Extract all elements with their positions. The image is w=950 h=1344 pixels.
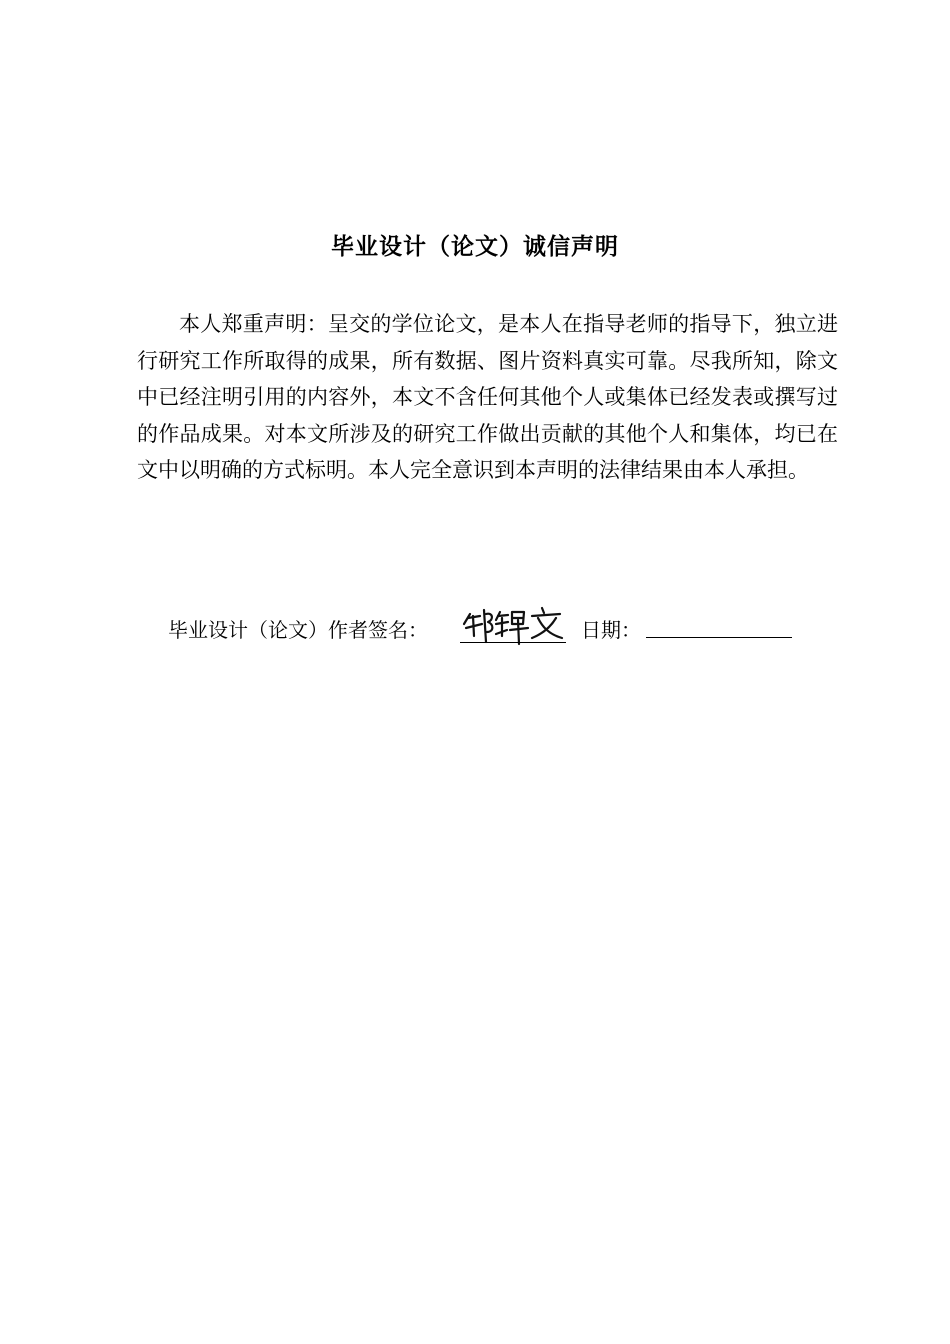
date-label: 日期： xyxy=(581,618,641,642)
signature-underline xyxy=(460,642,566,643)
signature-field[interactable] xyxy=(460,606,566,646)
signature-label: 毕业设计（论文）作者签名： xyxy=(168,618,428,642)
date-field[interactable] xyxy=(646,637,792,638)
declaration-body: 本人郑重声明：呈交的学位论文，是本人在指导老师的指导下，独立进行研究工作所取得的成果，所有数据、图片资料真实可靠。尽我所知，除文中已经注明引用的内容外，本文不含任何其他个人或集体已经发表或撰写过的作品成果。对本文所涉及的研究工作做出贡献的其他个人和集体，均已在文中以明确的方式标明。本人完全意识到本声明的法律结果由本人承担。 xyxy=(137,312,838,482)
handwritten-signature xyxy=(460,606,566,646)
page-title: 毕业设计（论文）诚信声明 xyxy=(331,234,619,260)
signature-row xyxy=(168,606,808,650)
